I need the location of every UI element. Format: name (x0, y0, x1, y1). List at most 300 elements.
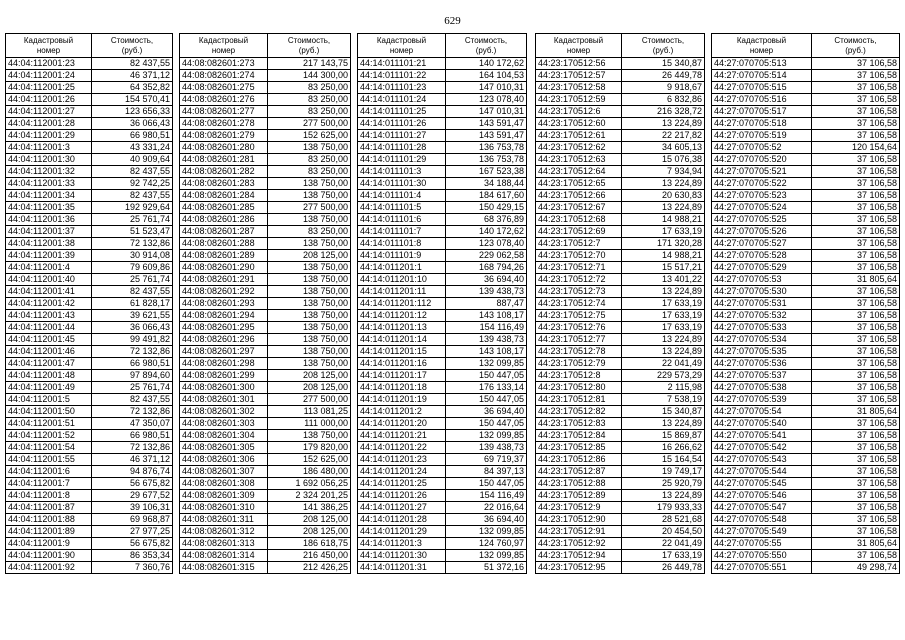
table-row (180, 190, 351, 202)
cost-cell: 14 988,21 (622, 250, 705, 262)
cost-cell: 138 750,00 (268, 334, 351, 346)
table-row (358, 358, 527, 370)
cadastral-number-cell: 44:23:170512:82 (536, 406, 622, 418)
cost-cell: 84 397,13 (446, 466, 527, 478)
table-row (6, 334, 173, 346)
table-row (712, 394, 900, 406)
table-row (536, 250, 705, 262)
cost-cell: 887,47 (446, 298, 527, 310)
cadastral-number-cell: 44:08:082601:296 (180, 334, 268, 346)
cadastral-number-cell: 44:04:112001:25 (6, 82, 92, 94)
cadastral-number-cell: 44:14:011201:1 (358, 262, 446, 274)
cadastral-number-cell: 44:14:011101:4 (358, 190, 446, 202)
cadastral-number-cell: 44:23:170512:72 (536, 274, 622, 286)
table-row (358, 406, 527, 418)
cost-cell: 208 125,00 (268, 526, 351, 538)
cost-cell: 37 106,58 (812, 262, 900, 274)
cost-cell: 37 106,58 (812, 286, 900, 298)
table-row (712, 370, 900, 382)
cadastral-number-cell: 44:14:011201:12 (358, 310, 446, 322)
cadastral-number-cell: 44:23:170512:81 (536, 394, 622, 406)
table-row (712, 166, 900, 178)
cadastral-number-cell: 44:08:082601:306 (180, 454, 268, 466)
cadastral-number-cell: 44:27:070705:513 (712, 58, 812, 70)
table-row (536, 154, 705, 166)
cadastral-number-cell: 44:23:170512:8 (536, 370, 622, 382)
table-row (712, 190, 900, 202)
table-row (180, 454, 351, 466)
cadastral-number-cell: 44:14:011201:27 (358, 502, 446, 514)
cadastral-number-cell: 44:27:070705:547 (712, 502, 812, 514)
cadastral-table-4 (535, 33, 705, 574)
cost-cell: 15 164,54 (622, 454, 705, 466)
table-row (536, 490, 705, 502)
cadastral-number-cell: 44:08:082601:288 (180, 238, 268, 250)
table-row (358, 94, 527, 106)
table-row (180, 430, 351, 442)
table-row (358, 142, 527, 154)
cadastral-number-cell: 44:23:170512:77 (536, 334, 622, 346)
table-row (536, 502, 705, 514)
cadastral-number-cell: 44:08:082601:311 (180, 514, 268, 526)
table-row (536, 142, 705, 154)
table-row (358, 550, 527, 562)
cost-cell: 83 250,00 (268, 226, 351, 238)
cost-cell: 132 099,85 (446, 526, 527, 538)
cadastral-number-cell: 44:08:082601:292 (180, 286, 268, 298)
table-row (536, 286, 705, 298)
cost-cell: 132 099,85 (446, 358, 527, 370)
cost-cell: 15 076,38 (622, 154, 705, 166)
cost-cell: 152 625,00 (268, 130, 351, 142)
cadastral-number-cell: 44:04:112001:55 (6, 454, 92, 466)
cadastral-number-cell: 44:27:070705:525 (712, 214, 812, 226)
table-row (536, 322, 705, 334)
cost-cell: 229 062,58 (446, 250, 527, 262)
table-row (6, 502, 173, 514)
table-row (180, 58, 351, 70)
table-row (180, 406, 351, 418)
cadastral-number-cell: 44:04:112001:87 (6, 502, 92, 514)
table-row (712, 250, 900, 262)
cadastral-number-cell: 44:08:082601:280 (180, 142, 268, 154)
cadastral-number-cell: 44:04:112001:52 (6, 430, 92, 442)
cadastral-number-cell: 44:27:070705:541 (712, 430, 812, 442)
cadastral-number-cell: 44:23:170512:74 (536, 298, 622, 310)
cadastral-number-cell: 44:27:070705:526 (712, 226, 812, 238)
cadastral-number-cell: 44:08:082601:315 (180, 562, 268, 574)
table-row (712, 334, 900, 346)
table-row (712, 454, 900, 466)
table-row (712, 358, 900, 370)
cadastral-number-cell: 44:27:070705:516 (712, 94, 812, 106)
cost-cell: 36 694,40 (446, 406, 527, 418)
cost-cell: 2 324 201,25 (268, 490, 351, 502)
table-row (712, 478, 900, 490)
table-row (536, 358, 705, 370)
cost-cell: 25 761,74 (92, 214, 173, 226)
cadastral-number-cell: 44:08:082601:301 (180, 394, 268, 406)
cadastral-number-cell: 44:27:070705:544 (712, 466, 812, 478)
cost-cell: 17 633,19 (622, 298, 705, 310)
table-row (6, 442, 173, 454)
table-header-row (180, 34, 351, 58)
table-row (358, 394, 527, 406)
table-row (358, 514, 527, 526)
table-row (712, 562, 900, 574)
cost-cell: 61 828,17 (92, 298, 173, 310)
cadastral-number-header (536, 34, 622, 58)
cost-cell: 277 500,00 (268, 118, 351, 130)
cadastral-number-cell: 44:14:011101:29 (358, 154, 446, 166)
table-row (180, 346, 351, 358)
cadastral-number-cell: 44:14:011101:26 (358, 118, 446, 130)
cost-cell: 34 188,44 (446, 178, 527, 190)
table-row (6, 154, 173, 166)
cadastral-number-header-text: номер (211, 45, 236, 55)
table-row (6, 250, 173, 262)
cost-cell: 37 106,58 (812, 322, 900, 334)
cost-cell: 16 266,62 (622, 442, 705, 454)
table-row (536, 298, 705, 310)
table-row (358, 562, 527, 574)
cadastral-number-cell: 44:14:011201:22 (358, 442, 446, 454)
table-row (358, 286, 527, 298)
cadastral-number-cell: 44:27:070705:550 (712, 550, 812, 562)
cost-cell: 37 106,58 (812, 214, 900, 226)
cadastral-number-cell: 44:23:170512:61 (536, 130, 622, 142)
cost-cell: 17 633,19 (622, 226, 705, 238)
cadastral-number-cell: 44:23:170512:71 (536, 262, 622, 274)
table-row (6, 214, 173, 226)
table-row (6, 346, 173, 358)
table-row (712, 502, 900, 514)
table-row (6, 190, 173, 202)
table-row (358, 526, 527, 538)
table-row (536, 118, 705, 130)
cadastral-number-cell: 44:08:082601:297 (180, 346, 268, 358)
cost-cell: 46 371,12 (92, 70, 173, 82)
table-row (358, 370, 527, 382)
cadastral-number-cell: 44:14:011201:31 (358, 562, 446, 574)
cost-cell: 1 692 056,25 (268, 478, 351, 490)
cost-cell: 17 633,19 (622, 310, 705, 322)
cost-cell: 150 447,05 (446, 370, 527, 382)
table-row (358, 130, 527, 142)
table-row (180, 562, 351, 574)
cost-cell: 31 805,64 (812, 538, 900, 550)
cost-header-text: Стоимость, (110, 35, 154, 45)
cost-cell: 37 106,58 (812, 490, 900, 502)
cost-header-text: (руб.) (845, 45, 866, 55)
cost-cell: 138 750,00 (268, 238, 351, 250)
cadastral-number-cell: 44:27:070705:528 (712, 250, 812, 262)
cost-cell: 37 106,58 (812, 226, 900, 238)
cadastral-number-cell: 44:23:170512:76 (536, 322, 622, 334)
cadastral-number-cell: 44:08:082601:298 (180, 358, 268, 370)
cost-cell: 217 143,75 (268, 58, 351, 70)
table-row (536, 226, 705, 238)
cadastral-number-cell: 44:27:070705:543 (712, 454, 812, 466)
table-row (712, 286, 900, 298)
cadastral-number-cell: 44:14:011101:24 (358, 94, 446, 106)
cadastral-number-cell: 44:23:170512:58 (536, 82, 622, 94)
cadastral-number-cell: 44:08:082601:291 (180, 274, 268, 286)
cadastral-number-cell: 44:04:112001:51 (6, 418, 92, 430)
cost-cell: 138 750,00 (268, 286, 351, 298)
cadastral-number-cell: 44:23:170512:59 (536, 94, 622, 106)
table-row (536, 406, 705, 418)
table-row (6, 298, 173, 310)
cost-cell: 138 750,00 (268, 178, 351, 190)
table-row (712, 238, 900, 250)
table-row (712, 298, 900, 310)
cost-cell: 138 750,00 (268, 310, 351, 322)
table-row (536, 430, 705, 442)
cost-header-text: (руб.) (475, 45, 497, 55)
cost-cell: 136 753,78 (446, 154, 527, 166)
cadastral-number-cell: 44:08:082601:279 (180, 130, 268, 142)
cost-cell: 26 449,78 (622, 70, 705, 82)
cost-cell: 171 320,28 (622, 238, 705, 250)
table-row (6, 70, 173, 82)
cost-cell: 22 041,49 (622, 538, 705, 550)
cadastral-number-cell: 44:23:170512:90 (536, 514, 622, 526)
cadastral-number-cell: 44:27:070705:542 (712, 442, 812, 454)
cadastral-table-3 (357, 33, 527, 574)
table-row (180, 286, 351, 298)
cost-cell: 154 570,41 (92, 94, 173, 106)
cadastral-number-cell: 44:08:082601:275 (180, 82, 268, 94)
cadastral-number-cell: 44:04:112001:5 (6, 394, 92, 406)
cost-cell: 28 521,68 (622, 514, 705, 526)
cost-cell: 150 447,05 (446, 394, 527, 406)
table-row (358, 466, 527, 478)
cost-cell: 143 591,47 (446, 118, 527, 130)
table-row (536, 106, 705, 118)
cadastral-number-cell: 44:27:070705:519 (712, 130, 812, 142)
table-row (6, 118, 173, 130)
cadastral-number-cell: 44:08:082601:290 (180, 262, 268, 274)
cost-cell: 208 125,00 (268, 370, 351, 382)
cadastral-number-cell: 44:23:170512:95 (536, 562, 622, 574)
cadastral-number-cell: 44:23:170512:60 (536, 118, 622, 130)
cadastral-number-cell: 44:27:070705:52 (712, 142, 812, 154)
table-row (6, 226, 173, 238)
table-row (6, 58, 173, 70)
table-row (712, 514, 900, 526)
cadastral-number-cell: 44:04:112001:34 (6, 190, 92, 202)
table-row (712, 442, 900, 454)
cadastral-number-cell: 44:27:070705:539 (712, 394, 812, 406)
cadastral-number-cell: 44:23:170512:70 (536, 250, 622, 262)
cadastral-number-cell: 44:04:112001:50 (6, 406, 92, 418)
cadastral-number-cell: 44:14:011201:28 (358, 514, 446, 526)
table-row (536, 382, 705, 394)
cost-cell: 27 977,25 (92, 526, 173, 538)
table-row (536, 190, 705, 202)
cost-cell: 72 132,86 (92, 346, 173, 358)
table-row (6, 526, 173, 538)
table-row (536, 478, 705, 490)
cadastral-number-cell: 44:08:082601:274 (180, 70, 268, 82)
table-row (180, 442, 351, 454)
table-row (536, 238, 705, 250)
table-row (180, 166, 351, 178)
cost-header-text: Стоимость, (464, 35, 508, 45)
cost-cell: 37 106,58 (812, 502, 900, 514)
table-row (712, 418, 900, 430)
cost-cell: 37 106,58 (812, 94, 900, 106)
cadastral-number-cell: 44:14:011201:112 (358, 298, 446, 310)
cadastral-number-cell: 44:04:112001:32 (6, 166, 92, 178)
cadastral-number-cell: 44:27:070705:54 (712, 406, 812, 418)
cadastral-number-cell: 44:27:070705:531 (712, 298, 812, 310)
cost-cell: 154 116,49 (446, 490, 527, 502)
cadastral-number-cell: 44:23:170512:94 (536, 550, 622, 562)
cadastral-number-cell: 44:14:011101:6 (358, 214, 446, 226)
cadastral-number-cell: 44:14:011201:18 (358, 382, 446, 394)
table-row (180, 154, 351, 166)
cadastral-number-cell: 44:14:011101:8 (358, 238, 446, 250)
cadastral-number-cell: 44:04:112001:3 (6, 142, 92, 154)
cadastral-number-cell: 44:23:170512:78 (536, 346, 622, 358)
table-row (180, 394, 351, 406)
cost-cell: 34 605,13 (622, 142, 705, 154)
cadastral-number-cell: 44:08:082601:310 (180, 502, 268, 514)
cost-cell: 79 609,86 (92, 262, 173, 274)
cost-cell: 56 675,82 (92, 538, 173, 550)
cadastral-number-cell: 44:27:070705:549 (712, 526, 812, 538)
cost-cell: 37 106,58 (812, 166, 900, 178)
cadastral-number-header-text: номер (566, 45, 591, 55)
cadastral-number-cell: 44:27:070705:527 (712, 238, 812, 250)
table-row (180, 466, 351, 478)
cost-cell: 66 980,51 (92, 130, 173, 142)
cost-cell: 37 106,58 (812, 154, 900, 166)
cost-cell: 86 353,34 (92, 550, 173, 562)
cost-cell: 138 750,00 (268, 322, 351, 334)
cost-cell: 13 224,89 (622, 118, 705, 130)
table-row (6, 418, 173, 430)
cadastral-number-cell: 44:04:112001:45 (6, 334, 92, 346)
cost-cell: 20 454,50 (622, 526, 705, 538)
table-row (358, 226, 527, 238)
cadastral-number-header-text: Кадастровый (376, 35, 427, 45)
cadastral-number-cell: 44:04:112001:88 (6, 514, 92, 526)
cadastral-number-cell: 44:27:070705:520 (712, 154, 812, 166)
cadastral-number-cell: 44:04:112001:48 (6, 370, 92, 382)
cost-cell: 37 106,58 (812, 298, 900, 310)
table-row (358, 538, 527, 550)
cost-cell: 138 750,00 (268, 190, 351, 202)
table-row (180, 202, 351, 214)
cost-cell: 15 340,87 (622, 406, 705, 418)
cost-cell: 147 010,31 (446, 82, 527, 94)
cost-cell: 37 106,58 (812, 394, 900, 406)
cadastral-number-cell: 44:08:082601:283 (180, 178, 268, 190)
cost-cell: 9 918,67 (622, 82, 705, 94)
cost-header (622, 34, 705, 58)
cadastral-number-cell: 44:04:112001:37 (6, 226, 92, 238)
cost-cell: 13 224,89 (622, 490, 705, 502)
cost-cell: 72 132,86 (92, 406, 173, 418)
cost-cell: 64 352,82 (92, 82, 173, 94)
cost-cell: 132 099,85 (446, 550, 527, 562)
table-row (358, 334, 527, 346)
table-row (358, 346, 527, 358)
cadastral-number-cell: 44:14:011201:21 (358, 430, 446, 442)
table-row (358, 178, 527, 190)
cadastral-number-cell: 44:04:112001:42 (6, 298, 92, 310)
table-row (358, 502, 527, 514)
cadastral-number-cell: 44:27:070705:53 (712, 274, 812, 286)
cost-cell: 186 618,75 (268, 538, 351, 550)
cadastral-number-cell: 44:08:082601:303 (180, 418, 268, 430)
cost-cell: 47 350,07 (92, 418, 173, 430)
cadastral-number-cell: 44:04:112001:27 (6, 106, 92, 118)
cost-cell: 179 820,00 (268, 442, 351, 454)
cost-cell: 138 750,00 (268, 142, 351, 154)
cost-cell: 56 675,82 (92, 478, 173, 490)
cadastral-number-cell: 44:27:070705:532 (712, 310, 812, 322)
cadastral-number-cell: 44:04:112001:23 (6, 58, 92, 70)
cadastral-number-cell: 44:14:011101:25 (358, 106, 446, 118)
table-row (712, 178, 900, 190)
cost-cell: 143 591,47 (446, 130, 527, 142)
cadastral-number-cell: 44:23:170512:75 (536, 310, 622, 322)
table-row (712, 202, 900, 214)
cost-cell: 124 760,97 (446, 538, 527, 550)
table-row (6, 142, 173, 154)
cost-cell: 37 106,58 (812, 82, 900, 94)
cadastral-number-cell: 44:23:170512:87 (536, 466, 622, 478)
cost-cell: 147 010,31 (446, 106, 527, 118)
table-row (180, 142, 351, 154)
cadastral-number-cell: 44:14:011101:7 (358, 226, 446, 238)
cost-cell: 150 429,15 (446, 202, 527, 214)
cost-cell: 152 625,00 (268, 454, 351, 466)
cost-cell: 37 106,58 (812, 190, 900, 202)
cost-cell: 37 106,58 (812, 370, 900, 382)
cost-cell: 138 750,00 (268, 214, 351, 226)
table-row (536, 274, 705, 286)
table-row (6, 322, 173, 334)
table-row (712, 322, 900, 334)
cost-cell: 139 438,73 (446, 442, 527, 454)
cadastral-number-header-text: номер (749, 45, 774, 55)
cost-cell: 25 920,79 (622, 478, 705, 490)
cadastral-number-cell: 44:23:170512:6 (536, 106, 622, 118)
cadastral-number-cell: 44:23:170512:7 (536, 238, 622, 250)
table-row (712, 70, 900, 82)
table-row (712, 346, 900, 358)
cadastral-number-cell: 44:27:070705:514 (712, 70, 812, 82)
table-row (180, 310, 351, 322)
cost-cell: 176 133,14 (446, 382, 527, 394)
table-row (712, 82, 900, 94)
cadastral-number-cell: 44:14:011201:16 (358, 358, 446, 370)
cost-cell: 51 372,16 (446, 562, 527, 574)
cadastral-number-cell: 44:04:112001:4 (6, 262, 92, 274)
table-row (180, 526, 351, 538)
cadastral-number-cell: 44:27:070705:537 (712, 370, 812, 382)
cost-cell: 179 933,33 (622, 502, 705, 514)
cost-cell: 143 108,17 (446, 346, 527, 358)
table-row (358, 310, 527, 322)
table-row (712, 550, 900, 562)
cost-header (812, 34, 900, 58)
